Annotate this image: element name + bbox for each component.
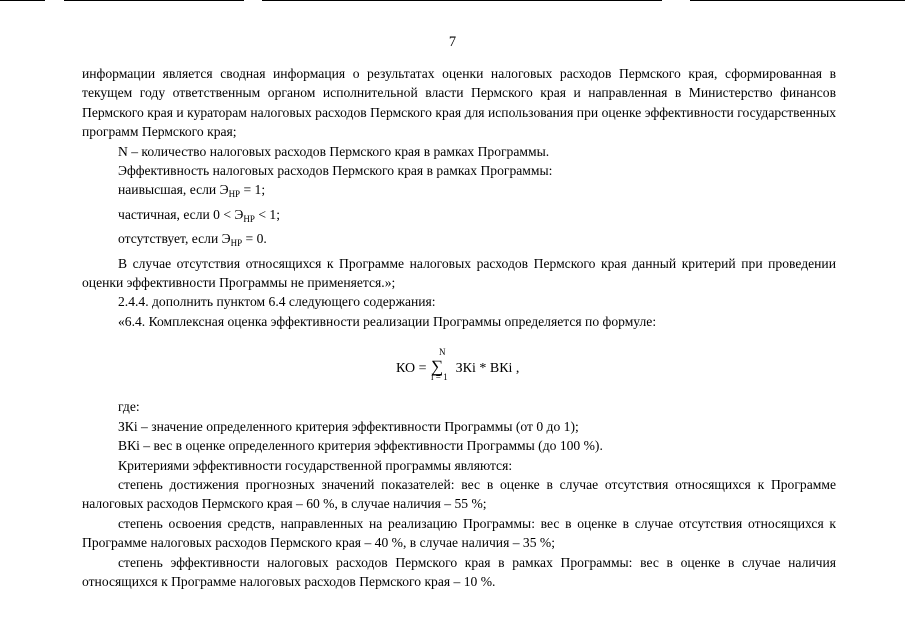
- paragraph-vki: ВКi – вес в оценке определенного критерия эффективности Программы (до 100 %).: [118, 438, 603, 454]
- paragraph-criterion-2: степень освоения средств, направленных на реализацию Программы: вес в оценке в случае отсутствия относящихся к Программе налоговых расходов Пермского края – 40 %, в случае наличия – 35 %;: [82, 515, 836, 551]
- subscript-hp: НР: [228, 189, 241, 200]
- subscript-hp: НР: [243, 213, 255, 224]
- formula-block: [82, 347, 836, 387]
- formula-rhs: ЗКi * ВКi ,: [455, 361, 520, 377]
- formula: [396, 347, 520, 383]
- subscript-hp: НР: [230, 238, 243, 249]
- paragraph-continuation: информации является сводная информация о результатах оценки налоговых расходов Пермского края, сформированная в текущем году ответственным органом исполнительной власти Пермского края и направленная в Министерство финансов Пермского края и кураторам налоговых расходов Пермского края для использования при оценке эффективности государственных программ Пермского края;: [82, 66, 836, 140]
- paragraph-n-definition: N – количество налоговых расходов Пермского края в рамках Программы.: [118, 143, 550, 159]
- sum-lower-limit: i = 1: [431, 372, 448, 383]
- paragraph-where: где:: [118, 399, 140, 415]
- top-border-far-right: [690, 0, 905, 1]
- sum-symbol: ∑ N i = 1: [431, 357, 443, 376]
- paragraph-highest: наивысшая, если $Э_{НР} = 1$;: [118, 182, 266, 200]
- sum-upper-limit: N: [439, 347, 446, 358]
- paragraph-amendment: 2.4.4. дополнить пунктом 6.4 следующего содержания:: [118, 294, 436, 310]
- document-body: [82, 64, 836, 591]
- top-border-mid: [64, 0, 244, 1]
- paragraph-zki: ЗКi – значение определенного критерия эффективности Программы (от 0 до 1);: [118, 418, 579, 434]
- top-border-right: [262, 0, 662, 1]
- paragraph-criterion-3: степень эффективности налоговых расходов Пермского края в рамках Программы: вес в оценке в случае наличия относящихся к Программе налоговых расходов Пермского края – 10 %.: [82, 554, 836, 589]
- paragraph-absent: отсутствует, если $Э_{НР} = 0$.: [118, 231, 267, 249]
- paragraph-6-4: «6.4. Комплексная оценка эффективности реализации Программы определяется по формуле:: [118, 313, 657, 329]
- top-border-left: [0, 0, 45, 1]
- formula-lhs: КО =: [396, 361, 430, 377]
- paragraph-effectiveness-heading: Эффективность налоговых расходов Пермского края в рамках Программы:: [118, 163, 553, 179]
- paragraph-criterion-1: степень достижения прогнозных значений показателей: вес в оценке в случае отсутствия относящихся к Программе налоговых расходов Пермского края – 60 %, в случае наличия – 55 %;: [82, 476, 836, 512]
- page-number: 7: [448, 34, 457, 50]
- paragraph-partial: частичная, если $0 < Э_{НР} < 1$;: [118, 206, 280, 224]
- paragraph-criteria-heading: Критериями эффективности государственной программы являются:: [118, 457, 513, 473]
- paragraph-not-applicable: В случае отсутствия относящихся к Программе налоговых расходов Пермского края данный критерий при проведении оценки эффективности Программы не применяется.»;: [82, 255, 836, 291]
